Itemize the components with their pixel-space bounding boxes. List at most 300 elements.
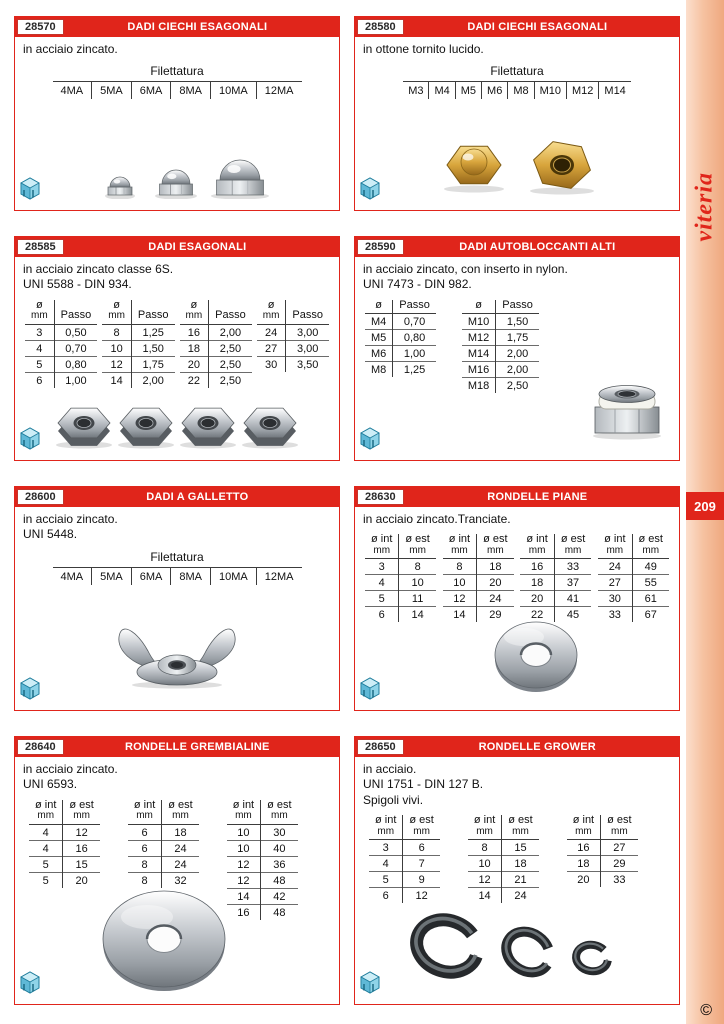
table-row [462,314,539,330]
thread-size-cell: M12 [567,82,599,100]
panel-body [15,37,339,210]
dimension-cell: 33 [554,559,591,575]
dimension-cell: 20 [63,872,100,888]
table-caption: Filettatura [403,64,631,82]
table-header-row [102,300,174,325]
panel-body [355,37,679,210]
thread-size-cell: 10MA [211,82,257,100]
thread-size-cell: M14 [599,82,631,100]
column-header [598,534,632,559]
description-line: UNI 1751 - DIN 127 B. [363,777,484,792]
table-row [520,575,591,591]
table-row [443,607,514,623]
table-row [365,330,436,346]
dimension-table-group [25,300,97,388]
column-header [567,815,601,840]
dimension-table-group [365,300,436,378]
table-row [520,591,591,607]
product-description [363,262,671,293]
column-header-line: ø est [508,814,533,827]
dimension-cell: 5 [29,872,63,888]
table-row [227,888,298,904]
dimension-cell: 27 [601,840,638,856]
column-header-line: ø [475,298,482,311]
table-row [180,356,252,372]
dimension-cell: 4 [369,856,403,872]
description-line: UNI 5588 - DIN 934. [23,277,132,292]
table-header-row [369,815,440,840]
dimension-cell: 10 [237,826,250,839]
product-description [23,512,331,543]
column-header [261,800,298,825]
column-header-line: mm [575,825,592,837]
dimension-cell: 41 [554,591,591,607]
dimension-cell: 14 [227,888,261,904]
thread-size-cell: 8MA [171,567,211,585]
dimension-table-group [227,800,298,920]
dimension-table-group [567,815,638,887]
table-row [102,356,174,372]
dimension-cell: 8 [128,872,162,888]
column-header-line: Passo [502,298,533,311]
description-line: in acciaio zincato, con inserto in nylon. [363,262,568,276]
column-header-line: ø int [473,814,496,827]
table-row [468,888,539,904]
dimension-cell: 22 [520,607,554,623]
column-header-line: mm [564,544,582,556]
column-header-line: mm [172,810,189,822]
product-description [23,762,331,793]
panel-header [355,237,679,257]
table-row [403,82,631,100]
column-header [393,300,436,314]
dimension-cell: 21 [502,872,539,888]
sidebar-strip [686,0,724,1024]
thread-size-cell: 4MA [60,85,84,98]
product-description [23,42,331,57]
dimension-cell: 4 [25,340,54,356]
dimension-cell: 14 [399,607,436,623]
product-title: RONDELLE PIANE [487,491,588,503]
dimension-cell: 14 [102,372,131,388]
dimension-cell: 24 [162,856,199,872]
table-row [468,840,539,856]
product-photo-flat-washer [480,609,592,706]
steel-cap-nuts-image [88,129,278,199]
dimension-table-group [598,534,669,622]
dimension-cell: 20 [520,591,554,607]
column-header-line: ø est [405,533,430,546]
table-row [365,607,436,623]
dimension-cell: 8 [456,561,463,574]
product-panel-28600 [14,486,340,711]
dimension-cell: 9 [403,872,440,888]
table-row [25,324,97,340]
dimension-cell: 3 [378,561,385,574]
dimension-cell: M14 [462,346,496,362]
description-line: in acciaio zincato.Tranciate. [363,512,511,526]
thread-size-table [403,64,631,99]
dimension-cell: 22 [180,372,209,388]
column-header-line: ø [375,298,382,311]
dimension-cell: M4 [371,316,387,329]
column-header-line: ø int [371,533,393,546]
dimension-cell: 49 [632,559,669,575]
column-header [468,815,502,840]
dimension-cell: 20 [477,575,514,591]
dimension-cell: 1,75 [131,356,174,372]
page-number: 209 [686,492,724,520]
dimension-cell: 10 [468,856,502,872]
dimension-cell: 8 [113,326,120,339]
product-panel-28640 [14,736,340,1005]
table-header-row [462,300,539,314]
column-header [365,534,399,559]
dimension-cell: 3,50 [286,356,329,372]
column-header-line: Passo [292,309,323,322]
column-header [54,300,97,325]
dimension-cell: 5 [25,356,54,372]
table-row [468,872,539,888]
thread-size-cell: M6 [482,82,508,100]
description-line: in ottone tornito lucido. [363,42,484,56]
package-icon [360,176,380,205]
product-panel-28590 [354,236,680,461]
dimension-cell: 67 [632,607,669,623]
dimension-cell: 12 [443,591,477,607]
description-line: Spigoli vivi. [363,792,424,807]
column-header-line: mm [611,825,628,837]
table-row [227,824,298,840]
column-header-line: ø est [607,814,632,827]
dimension-cell: M6 [365,346,393,362]
dimension-cell: 33 [601,872,638,888]
table-row [25,356,97,372]
thread-size-cell: 5MA [92,567,132,585]
column-header [25,300,54,325]
product-panel-28580 [354,16,680,211]
column-header-line: ø int [572,814,595,827]
package-icon [20,970,40,999]
dimension-cell: 40 [261,840,298,856]
table-row [257,356,329,372]
thread-size-cell: M5 [455,82,481,100]
description-line: in acciaio zincato. [23,762,118,776]
dimension-cell: 10 [227,840,261,856]
column-header-line: mm [642,544,660,556]
dimension-cell: M16 [462,362,496,378]
table-row [227,872,298,888]
dimension-cell: 12 [227,872,261,888]
table-row [102,372,174,388]
dimension-table-group [443,534,514,622]
dimension-table-group [365,534,436,622]
description-line: in acciaio. [363,762,417,776]
column-header [477,534,514,559]
table-header-row [598,534,669,559]
table-row [365,559,436,575]
dimension-cell: 3 [382,842,389,855]
product-title: RONDELLE GROWER [478,741,596,753]
table-header-row [257,300,329,325]
dimension-cell: 61 [632,591,669,607]
table-row [443,591,514,607]
dimension-cell: 11 [399,591,436,607]
table-row [365,575,436,591]
dimension-cell: M18 [462,378,496,394]
table-row [462,378,539,394]
dimension-cell: 5 [29,856,63,872]
column-header-line: ø [113,298,120,311]
panel-header [15,737,339,757]
table-row [257,324,329,340]
dimension-cell: 12 [102,356,131,372]
table-caption: Filettatura [53,550,302,568]
dimension-cell: 16 [530,561,544,574]
dimension-cell: 0,80 [393,330,436,346]
table-header-row [128,800,199,825]
table-row [520,607,591,623]
dimension-cell: 5 [365,591,399,607]
product-code-badge: 28590 [357,239,404,255]
table-row [443,575,514,591]
description-line: in acciaio zincato. [23,512,118,526]
flat-washer-image [480,609,592,701]
dimension-cell: 24 [502,888,539,904]
dimension-tables [363,815,671,903]
dimension-table-group [257,300,329,372]
product-photo-steel-cap-nuts [88,129,278,204]
dimension-table-group [462,300,539,394]
product-photo-hex-nuts [52,393,302,456]
panel-body [355,757,679,1004]
column-header-line: mm [373,544,391,556]
table-row [102,324,174,340]
dimension-cell: 2,00 [131,372,174,388]
column-header-line: mm [512,825,529,837]
table-row [365,591,436,607]
dimension-cell: 45 [554,607,591,623]
column-header [29,800,63,825]
table-row [365,362,436,378]
column-header-line: ø int [232,798,255,811]
package-icon [20,676,40,705]
column-header [128,800,162,825]
dimension-cell: 24 [477,591,514,607]
table-row [369,856,440,872]
column-header-line: Passo [215,309,246,322]
dimension-cell: 6 [141,826,148,839]
column-header [131,300,174,325]
table-row [365,314,436,330]
column-header [520,534,554,559]
table-row [128,824,199,840]
dimension-cell: 24 [162,840,199,856]
dimension-cell: 6 [128,840,162,856]
column-header-line: mm [377,825,395,837]
dimension-cell: 10 [399,575,436,591]
dimension-cell: 1,75 [496,330,539,346]
dimension-cell: 4 [42,826,49,839]
dimension-cell: 4 [29,840,63,856]
package-icon [20,176,40,205]
column-header-line: mm [413,825,430,837]
column-header-line: ø int [448,533,471,546]
column-header-line: ø est [560,533,586,546]
table-row [128,872,199,888]
product-title: DADI A GALLETTO [146,491,249,503]
dimension-table-group [102,300,174,388]
dimension-cell: 20 [567,872,601,888]
panel-header [15,237,339,257]
dimension-cell: 7 [403,856,440,872]
copyright-mark: © [700,1002,712,1019]
column-header-line: ø int [375,814,397,827]
column-header-line: mm [31,310,48,322]
table-header-row [567,815,638,840]
dimension-cell: 12 [227,856,261,872]
dimension-cell: 6 [365,607,399,623]
panel-header [355,487,679,507]
dimension-table-group [180,300,252,388]
table-row [227,840,298,856]
panel-header [15,17,339,37]
column-header-line: mm [136,810,153,822]
thread-size-cell: 4MA [60,570,84,583]
product-photo-grower-washers [392,900,642,1000]
dimension-cell: 6 [25,372,54,388]
column-header-line: ø est [483,533,508,546]
column-header-line: ø [190,298,198,311]
description-line: in acciaio zincato. [23,42,118,56]
dimension-cell: 18 [477,559,514,575]
table-header-row [443,534,514,559]
dimension-cell: 27 [257,340,286,356]
dimension-table-group [468,815,539,903]
product-panel-28585 [14,236,340,461]
dimension-cell: 15 [63,856,100,872]
dimension-cell: 1,25 [131,324,174,340]
column-header-line: Passo [60,309,92,322]
column-header [63,800,100,825]
dimension-cell: 14 [443,607,477,623]
dimension-table-group [29,800,100,888]
dimension-cell: 1,50 [496,314,539,330]
column-header-line: mm [235,810,252,822]
description-line: UNI 7473 - DIN 982. [363,277,472,292]
column-header [227,800,261,825]
dimension-cell: 0,70 [393,314,436,330]
panel-header [355,17,679,37]
dimension-cell: 30 [261,824,298,840]
table-header-row [365,300,436,314]
column-header-line: mm [73,810,90,822]
dimension-cell: M5 [365,330,393,346]
column-header [399,534,436,559]
table-row [257,340,329,356]
dimension-cell: 6 [369,888,403,904]
product-panel-28630 [354,486,680,711]
dimension-cell: 18 [567,856,601,872]
product-description [363,42,671,57]
column-header-line: ø int [133,798,156,811]
dimension-cell: 32 [162,872,199,888]
table-row [227,856,298,872]
panel-body [355,257,679,460]
product-title: DADI CIECHI ESAGONALI [467,21,608,33]
product-description [363,512,671,527]
column-header-line: ø est [409,814,434,827]
column-header-line: mm [108,310,125,322]
product-title: DADI ESAGONALI [148,241,247,253]
dimension-cell: 30 [257,356,286,372]
panel-body [15,757,339,1004]
column-header [403,815,440,840]
dimension-cell: 16 [187,326,200,339]
column-header-line: ø est [267,798,292,811]
panel-header [355,737,679,757]
table-row [520,559,591,575]
dimension-cell: 8 [128,856,162,872]
thread-size-cell: M4 [429,82,455,100]
dimension-cell: 55 [632,575,669,591]
dimension-cell: 6 [403,840,440,856]
table-row [365,346,436,362]
thread-size-cell: 6MA [131,82,171,100]
thread-size-cell: M8 [508,82,534,100]
column-header-line: ø est [638,533,663,546]
dimension-cell: M8 [365,362,393,378]
table-row [102,340,174,356]
column-header [496,300,539,314]
column-header-line: mm [476,825,493,837]
thread-size-table [53,550,302,585]
dimension-cell: 18 [502,856,539,872]
product-title: DADI AUTOBLOCCANTI ALTI [459,241,616,253]
table-header-row [468,815,539,840]
table-row [53,567,302,585]
product-panel-28570 [14,16,340,211]
table-header-row [25,300,97,325]
table-row [598,591,669,607]
table-row [369,840,440,856]
table-row [462,346,539,362]
grower-washers-image [392,900,642,995]
dimension-cell: 29 [477,607,514,623]
column-header-line: ø [267,298,275,311]
dimension-cell: 4 [365,575,399,591]
product-code-badge: 28640 [17,739,64,755]
column-header [180,300,209,325]
table-row [567,872,638,888]
dimension-cell: 3 [36,326,43,339]
column-header-line: ø [35,298,43,311]
product-title: RONDELLE GREMBIALINE [125,741,270,753]
dimension-cell: 10 [443,575,477,591]
table-header-row [180,300,252,325]
dimension-tables [363,534,671,622]
column-header-line: mm [409,544,426,556]
table-header-row [520,534,591,559]
table-row [29,824,100,840]
column-header [102,300,131,325]
table-row [598,559,669,575]
dimension-cell: 18 [180,340,209,356]
table-row [128,856,199,872]
hex-nuts-image [52,393,302,451]
dimension-cell: 1,00 [54,372,97,388]
column-header [365,300,393,314]
